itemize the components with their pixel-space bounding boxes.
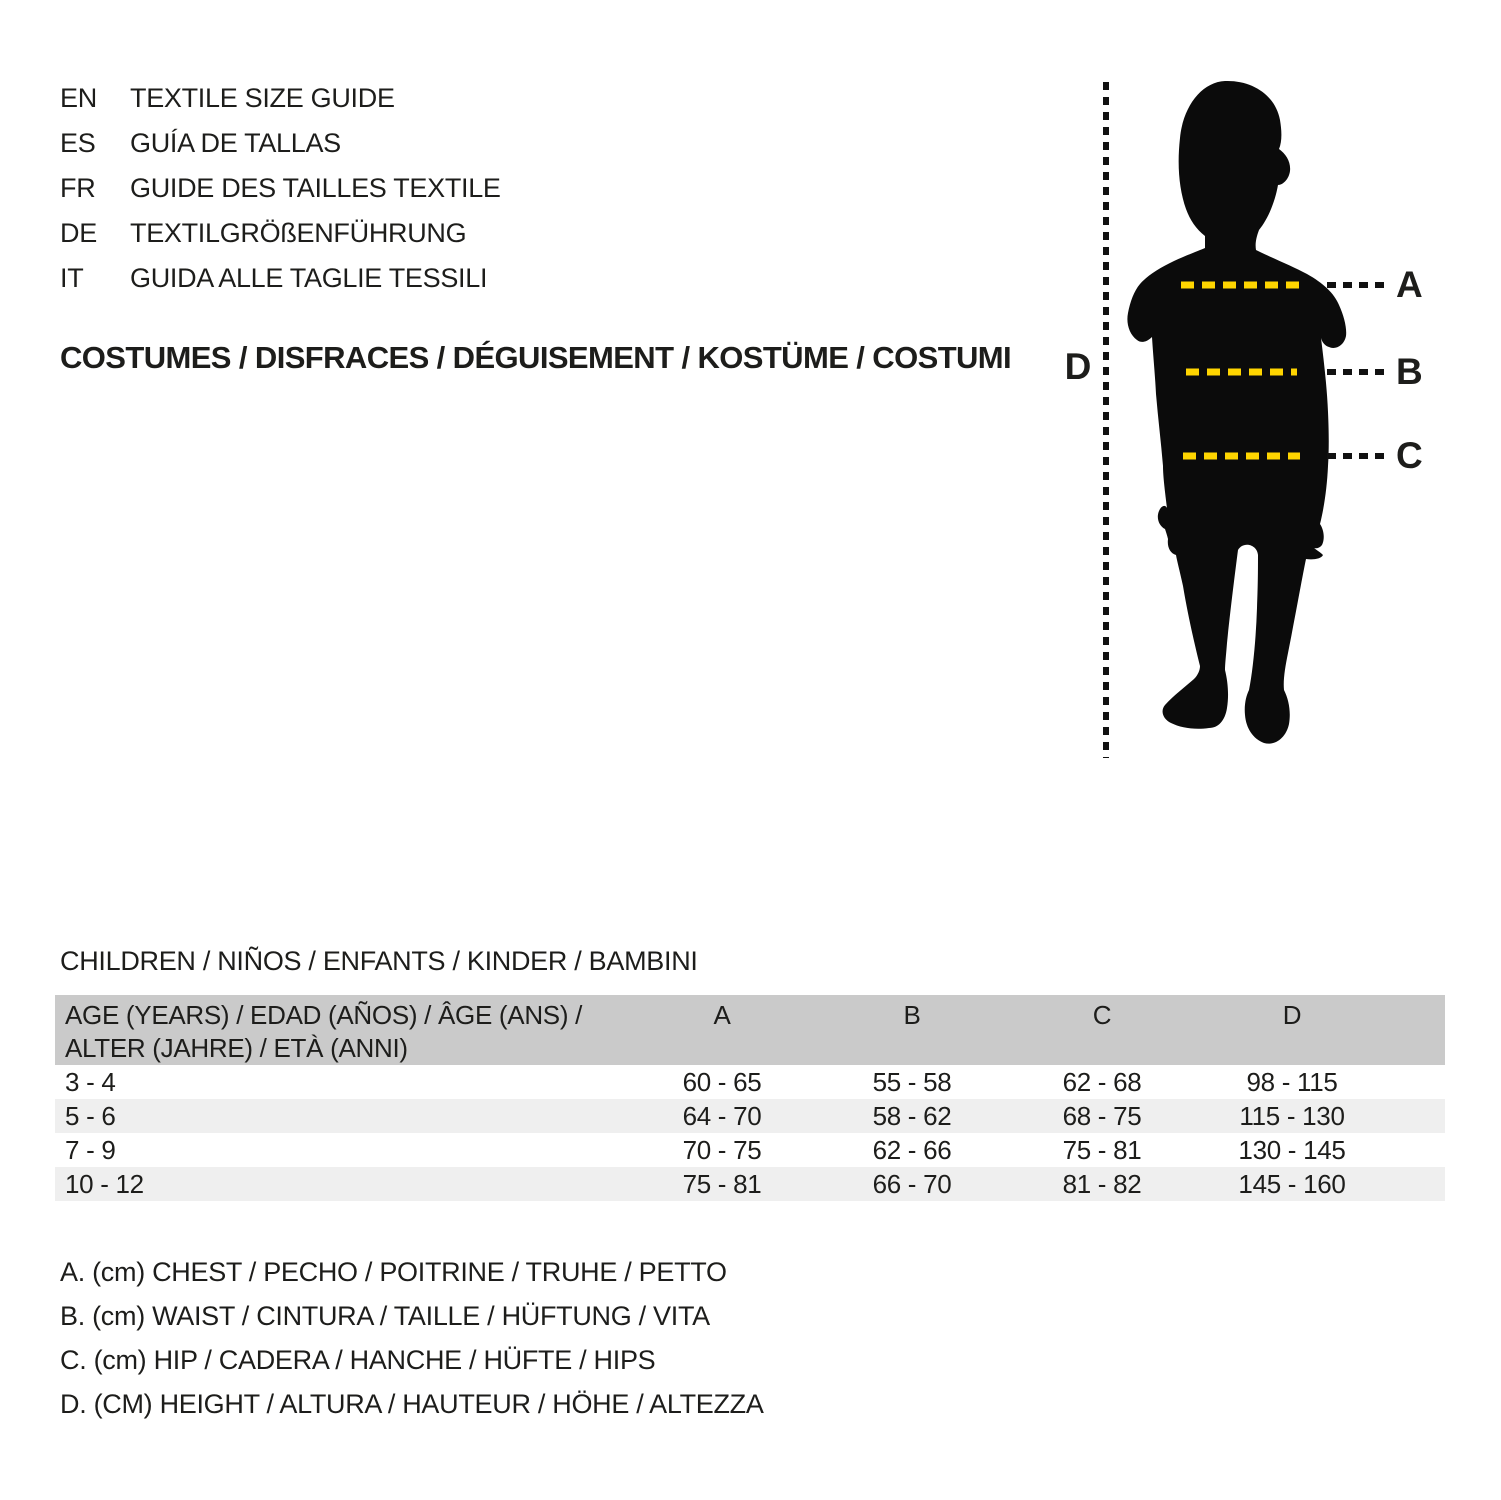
language-title: GUIDA ALLE TAGLIE TESSILI — [130, 263, 488, 293]
legend-hip: C. (cm) HIP / CADERA / HANCHE / HÜFTE / HIPS — [60, 1345, 656, 1375]
age-value: 10 - 12 — [65, 1168, 144, 1199]
age-value: 3 - 4 — [65, 1066, 116, 1097]
language-row-en — [60, 76, 501, 121]
language-row-es — [60, 121, 501, 166]
language-code: FR — [60, 173, 96, 203]
table-row — [55, 1065, 1445, 1099]
age-header-line1: AGE (YEARS) / EDAD (AÑOS) / ÂGE (ANS) / — [65, 1000, 583, 1030]
hip-connector-line — [1327, 453, 1389, 459]
column-header-a: A — [713, 1000, 731, 1030]
waist-range: 66 - 70 — [872, 1168, 952, 1199]
waist-range: 62 - 66 — [872, 1134, 952, 1165]
language-title: TEXTILGRÖßENFÜHRUNG — [130, 218, 467, 248]
language-code: ES — [60, 128, 96, 158]
language-code: EN — [60, 83, 97, 113]
hip-range: 75 - 81 — [1062, 1134, 1142, 1165]
age-header-line2: ALTER (JAHRE) / ETÀ (ANNI) — [65, 1033, 408, 1063]
legend-height: D. (CM) HEIGHT / ALTURA / HAUTEUR / HÖHE / ALTEZZA — [60, 1389, 764, 1419]
child-silhouette — [1125, 78, 1355, 750]
table-header-row — [55, 995, 1445, 1065]
table-row — [55, 1133, 1445, 1167]
hip-range: 62 - 68 — [1062, 1066, 1142, 1097]
table-row — [55, 1099, 1445, 1133]
language-row-it — [60, 256, 501, 301]
column-header-b: B — [903, 1000, 921, 1030]
waist-connector-line — [1327, 369, 1389, 375]
waist-range: 55 - 58 — [872, 1066, 952, 1097]
height-range: 98 - 115 — [1246, 1066, 1338, 1097]
legend-chest: A. (cm) CHEST / PECHO / POITRINE / TRUHE / PETTO — [60, 1257, 727, 1287]
chest-range: 60 - 65 — [682, 1066, 762, 1097]
language-row-fr — [60, 166, 501, 211]
language-code: IT — [60, 263, 84, 293]
height-marker-label: D — [1064, 346, 1092, 387]
height-range: 130 - 145 — [1238, 1134, 1346, 1165]
column-header-c: C — [1092, 1000, 1112, 1030]
hip-marker-label: C — [1396, 435, 1423, 476]
children-section-title: CHILDREN / NIÑOS / ENFANTS / KINDER / BAMBINI — [60, 946, 698, 976]
age-value: 5 - 6 — [65, 1100, 116, 1131]
measurement-legend — [60, 1250, 764, 1426]
language-title: TEXTILE SIZE GUIDE — [130, 83, 395, 113]
table-row — [55, 1167, 1445, 1201]
language-title: GUÍA DE TALLAS — [130, 128, 341, 158]
height-range: 115 - 130 — [1239, 1100, 1345, 1131]
legend-waist: B. (cm) WAIST / CINTURA / TAILLE / HÜFTUNG / VITA — [60, 1301, 710, 1331]
language-title-list — [60, 76, 501, 301]
chest-connector-line — [1327, 282, 1389, 288]
height-dashed-line — [1103, 82, 1109, 758]
hip-range: 81 - 82 — [1062, 1168, 1142, 1199]
chest-range: 75 - 81 — [682, 1168, 762, 1199]
waist-marker-label: B — [1396, 351, 1423, 392]
language-row-de — [60, 211, 501, 256]
category-heading: COSTUMES / DISFRACES / DÉGUISEMENT / KOSTÜME / COSTUMI — [60, 340, 1012, 375]
chest-range: 64 - 70 — [682, 1100, 762, 1131]
age-value: 7 - 9 — [65, 1134, 116, 1165]
language-code: DE — [60, 218, 97, 248]
chest-marker-label: A — [1396, 264, 1423, 305]
size-table — [55, 995, 1445, 1201]
age-column-header — [55, 999, 627, 1065]
language-title: GUIDE DES TAILLES TEXTILE — [130, 173, 501, 203]
height-range: 145 - 160 — [1238, 1168, 1346, 1199]
column-header-d: D — [1282, 1000, 1302, 1030]
chest-range: 70 - 75 — [682, 1134, 762, 1165]
waist-range: 58 - 62 — [872, 1100, 952, 1131]
hip-range: 68 - 75 — [1062, 1100, 1142, 1131]
